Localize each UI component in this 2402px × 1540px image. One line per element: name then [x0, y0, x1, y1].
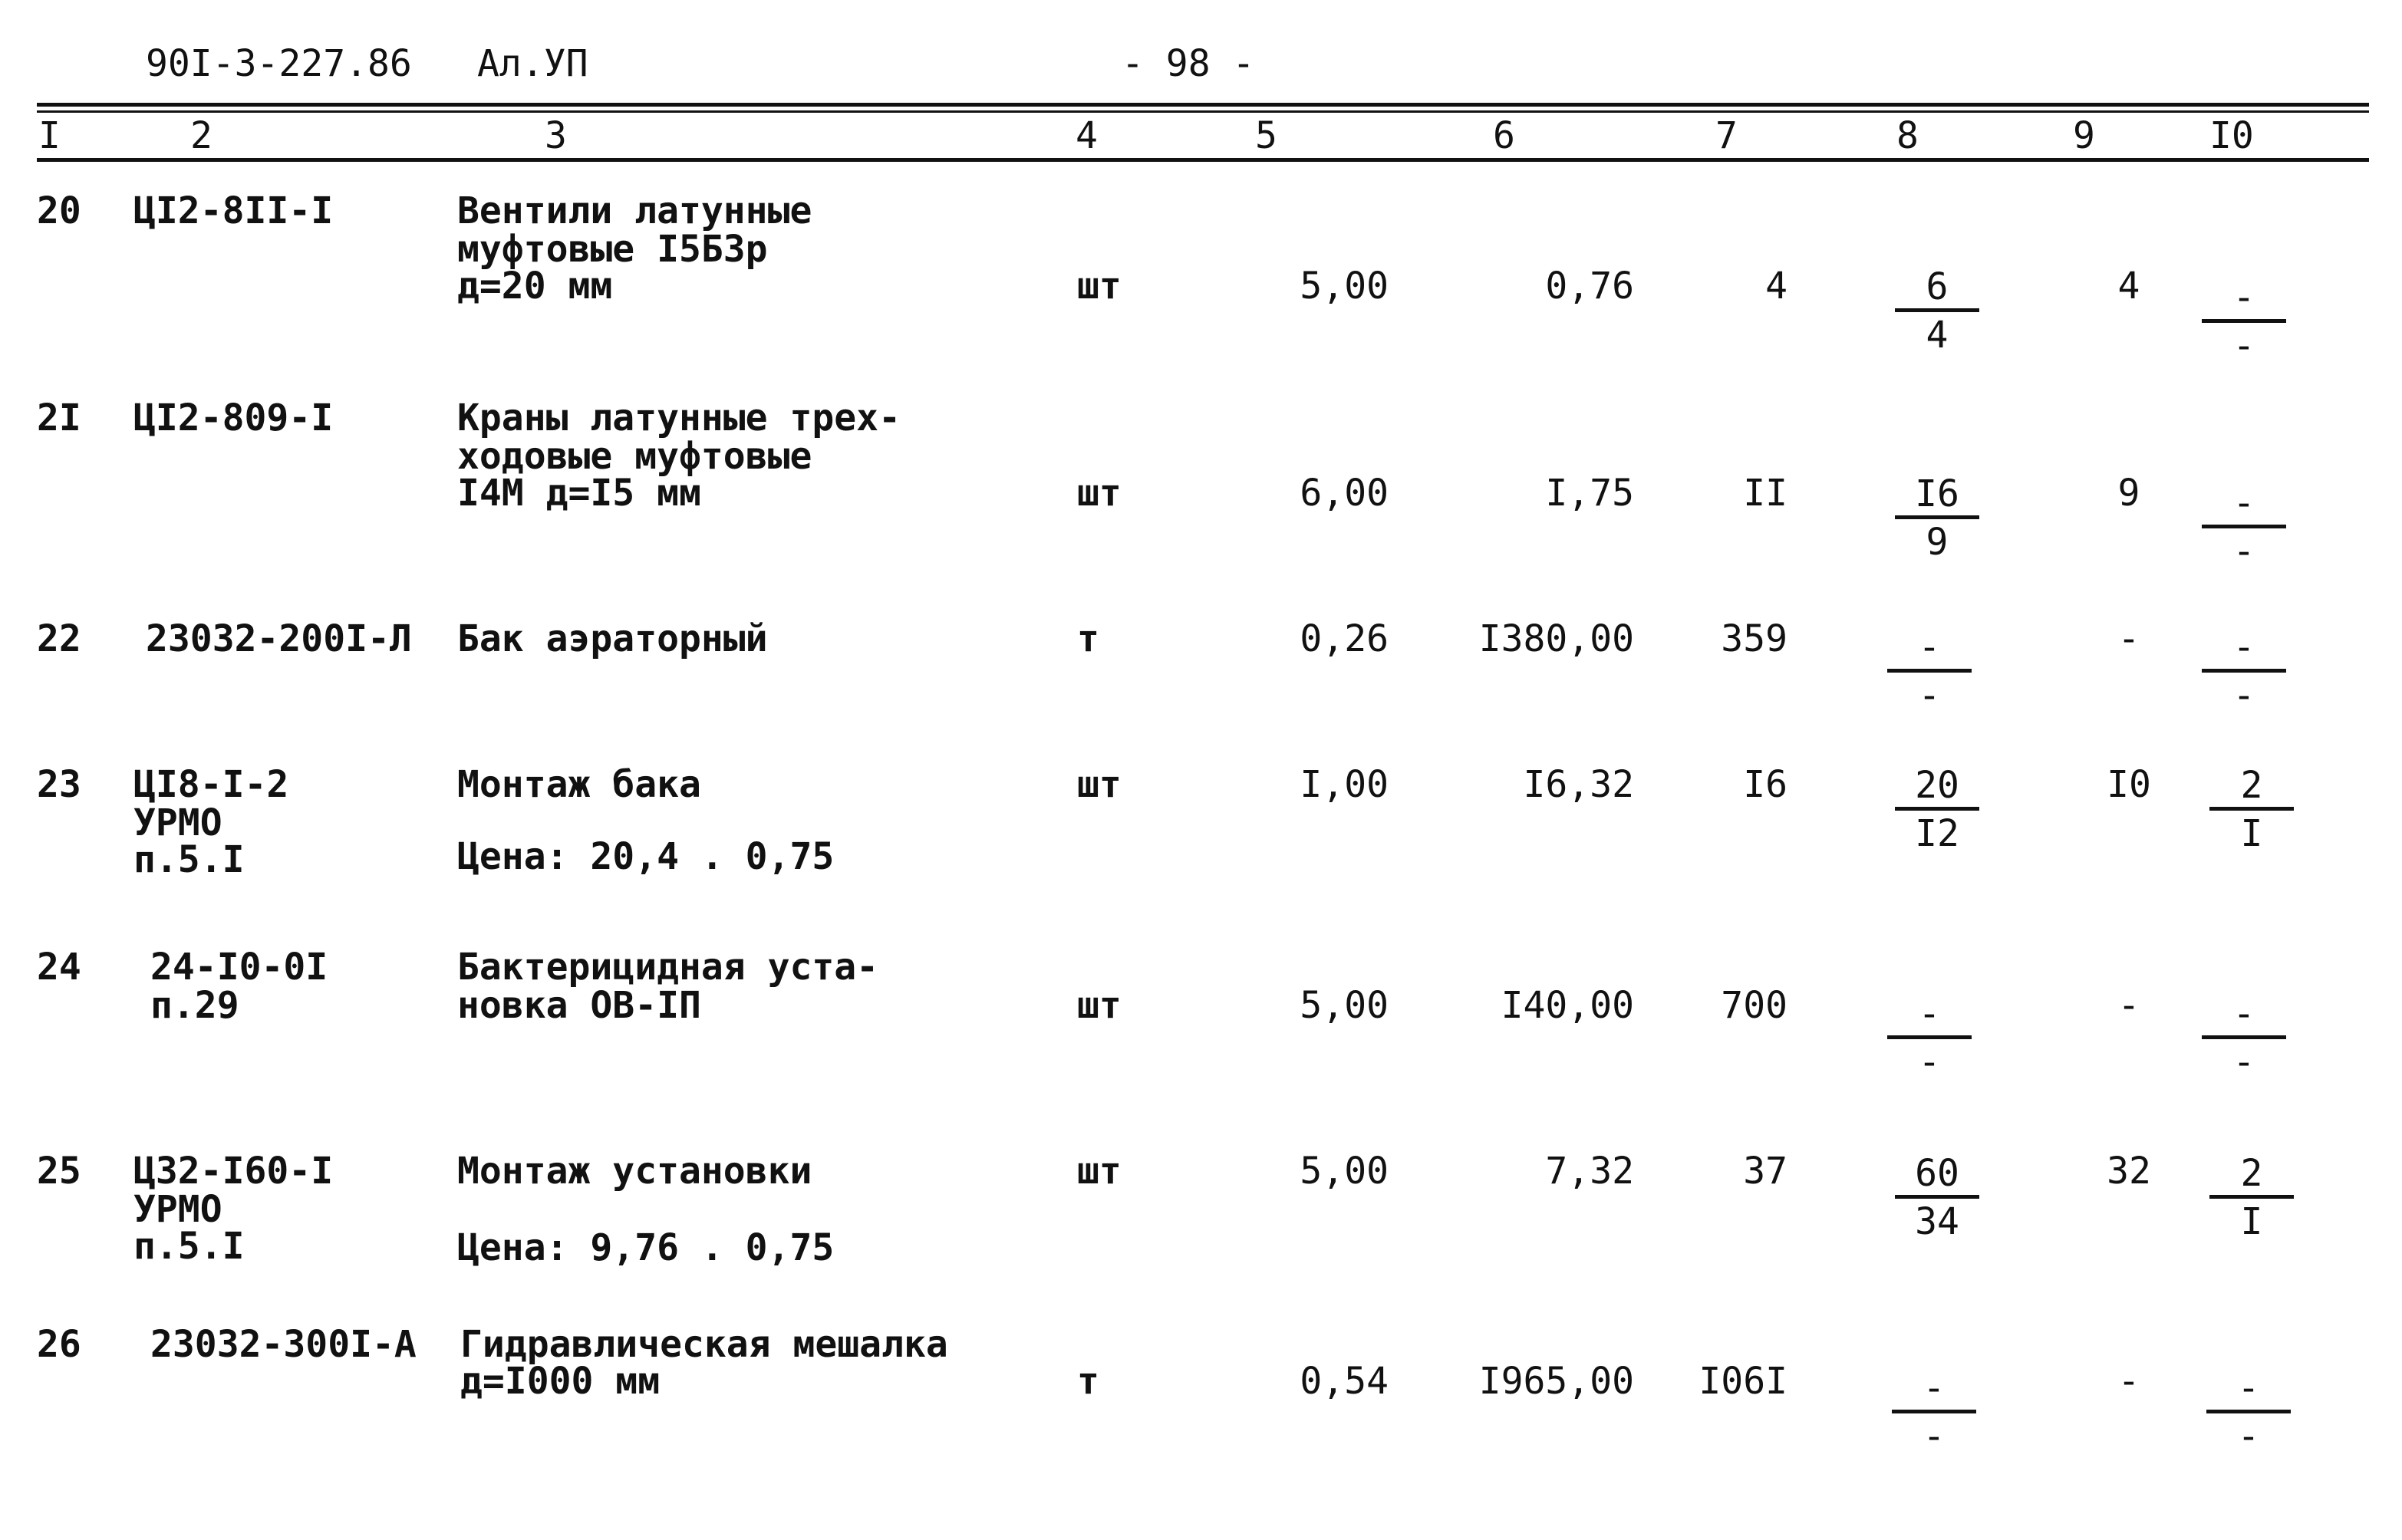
header-rule-top	[37, 103, 2369, 107]
row-quantity: 0,54	[1300, 1360, 1389, 1403]
row-col9: 32	[2107, 1150, 2151, 1193]
row-unit: шт	[1077, 763, 1122, 806]
row-col9: 4	[2117, 265, 2140, 308]
column8-fraction: - -	[1892, 1370, 1976, 1455]
page-number: - 98 -	[1122, 42, 1255, 85]
row-code: УРМО	[133, 801, 222, 844]
column8-fraction: I6 9	[1895, 475, 1979, 561]
column10-fraction: - -	[2202, 485, 2286, 570]
column10-fraction: - -	[2202, 279, 2286, 364]
row-col9: -	[2117, 617, 2140, 660]
row-code: ЦI2-8II-I	[133, 189, 334, 232]
row-code: 24-I0-0I	[150, 946, 328, 989]
column8-fraction: 20 I2	[1895, 767, 1979, 852]
row-code: УРМО	[133, 1188, 222, 1231]
row-unit: шт	[1077, 265, 1122, 308]
row-total: 37	[1743, 1150, 1787, 1193]
row-name: ходовые муфтовые	[457, 435, 812, 478]
row-code: 23032-300I-А	[150, 1323, 417, 1366]
row-price: I40,00	[1501, 984, 1634, 1027]
row-price: I380,00	[1478, 617, 1634, 660]
header-rule-top-2	[37, 110, 2369, 113]
column10-fraction: - -	[2206, 1370, 2291, 1455]
row-price: I,75	[1545, 472, 1634, 515]
row-unit: шт	[1077, 984, 1122, 1027]
row-quantity: 6,00	[1300, 472, 1389, 515]
row-code: п.29	[150, 984, 239, 1027]
row-unit: шт	[1077, 472, 1122, 515]
column-header: 9	[2073, 114, 2095, 157]
row-name: Бактерицидная уста-	[457, 946, 879, 989]
row-col9: 9	[2117, 472, 2140, 515]
row-code: ЦI2-809-I	[133, 397, 334, 439]
row-number: 23	[37, 763, 81, 806]
column8-fraction: 60 34	[1895, 1155, 1979, 1240]
row-price: I6,32	[1523, 763, 1634, 806]
row-price-note: Цена: 9,76 . 0,75	[457, 1226, 835, 1269]
row-total: 700	[1721, 984, 1787, 1027]
row-unit: т	[1077, 1360, 1099, 1403]
column10-fraction: 2 I	[2209, 1155, 2294, 1240]
row-price-note: Цена: 20,4 . 0,75	[457, 835, 835, 878]
row-total: I6	[1743, 763, 1787, 806]
row-name: Бак аэраторный	[457, 617, 768, 660]
column10-fraction: - -	[2202, 629, 2286, 714]
row-col9: -	[2117, 984, 2140, 1027]
row-total: II	[1743, 472, 1787, 515]
document-code: 90I-3-227.86	[146, 42, 412, 85]
header-rule-bottom	[37, 158, 2369, 162]
row-name: Вентили латунные	[457, 189, 812, 232]
row-col9: I0	[2107, 763, 2151, 806]
column-header: 4	[1076, 114, 1098, 157]
row-code: п.5.I	[133, 1225, 245, 1268]
row-name: д=20 мм	[457, 265, 613, 308]
row-name: Краны латунные трех-	[457, 397, 901, 439]
row-unit: шт	[1077, 1150, 1122, 1193]
column8-fraction: 6 4	[1895, 268, 1979, 354]
row-price: I965,00	[1478, 1360, 1634, 1403]
column-header: 8	[1896, 114, 1919, 157]
column-header: 5	[1255, 114, 1277, 157]
row-quantity: 5,00	[1300, 1150, 1389, 1193]
row-name: Монтаж установки	[457, 1150, 812, 1193]
column8-fraction: - -	[1887, 995, 1972, 1081]
row-price: 0,76	[1545, 265, 1634, 308]
row-number: 20	[37, 189, 81, 232]
row-total: 4	[1765, 265, 1787, 308]
row-name: Монтаж бака	[457, 763, 701, 806]
row-number: 24	[37, 946, 81, 989]
row-code: 23032-200I-Л	[146, 617, 412, 660]
row-total: 359	[1721, 617, 1787, 660]
row-code: ЦI8-I-2	[133, 763, 289, 806]
row-name: I4М д=I5 мм	[457, 472, 701, 515]
column-header: I0	[2209, 114, 2254, 157]
row-name: новка ОВ-IП	[457, 984, 701, 1027]
column-header: 2	[190, 114, 213, 157]
row-quantity: I,00	[1300, 763, 1389, 806]
row-name: д=I000 мм	[460, 1360, 661, 1403]
row-code: Ц32-I60-I	[133, 1150, 334, 1193]
row-number: 25	[37, 1150, 81, 1193]
column10-fraction: - -	[2202, 995, 2286, 1081]
row-quantity: 5,00	[1300, 984, 1389, 1027]
column-header: 6	[1493, 114, 1515, 157]
album-label: Ал.УП	[477, 42, 588, 85]
row-col9: -	[2117, 1360, 2140, 1403]
column10-fraction: 2 I	[2209, 767, 2294, 852]
row-total: I06I	[1699, 1360, 1787, 1403]
column-header: 3	[545, 114, 567, 157]
row-number: 22	[37, 617, 81, 660]
column8-fraction: - -	[1887, 629, 1972, 714]
column-header: I	[38, 114, 61, 157]
row-number: 2I	[37, 397, 81, 439]
row-price: 7,32	[1545, 1150, 1634, 1193]
row-quantity: 0,26	[1300, 617, 1389, 660]
row-name: муфтовые I5Б3р	[457, 228, 768, 271]
row-name: Гидравлическая мешалка	[460, 1323, 948, 1366]
column-header: 7	[1715, 114, 1738, 157]
row-code: п.5.I	[133, 838, 245, 881]
row-unit: т	[1077, 617, 1099, 660]
row-quantity: 5,00	[1300, 265, 1389, 308]
row-number: 26	[37, 1323, 81, 1366]
